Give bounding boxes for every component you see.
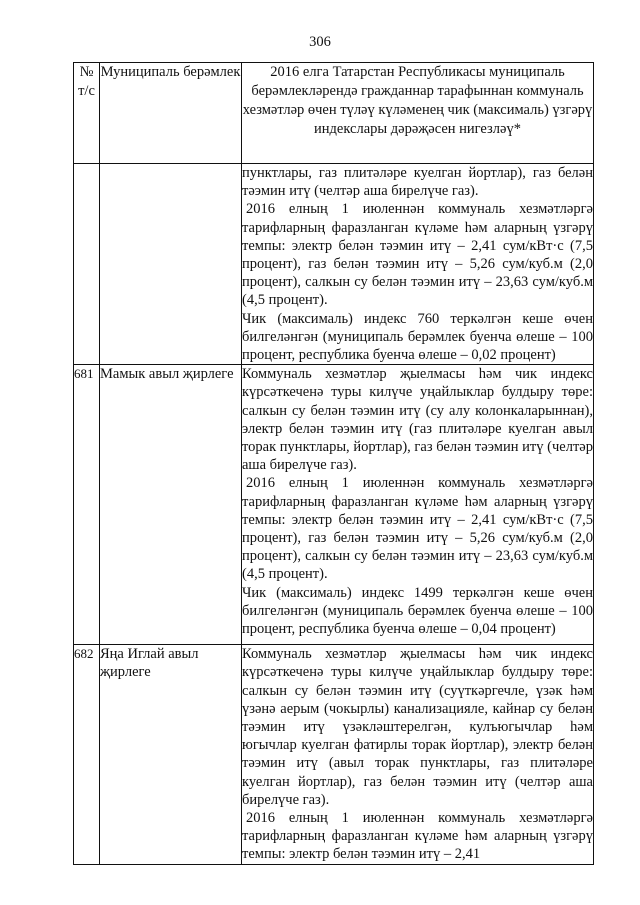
row-description (242, 645, 594, 864)
description-paragraph: Коммуналь хезмәтләр җыелмасы һәм чик индекс күрсәткеченә туры килүче уңайлыклар булдыру төре: салкын су белән тәэмин итү (суүткәргечле, үзәк һәм үзәнә аерым (чокырлы) канализацияле, кайнар су белән тәэмин итү үзәкләштерелгән, кулъюгычлар һәм югычлар куелган фатирлы торак йортлар), электр белән тәэмин итү (авыл торак пунктлары, газ плитәләре куелган йортлар), газ белән тәэмин итү (челтәр аша бирелүче газ). (242, 646, 593, 808)
header-number: № т/с (74, 63, 100, 164)
description-paragraph: пунктлары, газ плитәләре куелган йортлар), газ белән тәэмин итү (челтәр аша бирелүче газ). (242, 165, 593, 200)
row-number: 681 (74, 365, 100, 645)
description-paragraph: 2016 елның 1 июленнән коммуналь хезмәтләргә тарифларның фаразланган күләме һәм аларның үзгәрү темпы: электр белән тәэмин итү – 2,41 (242, 810, 593, 863)
row-description (242, 365, 594, 645)
table-row (74, 365, 594, 645)
description-paragraph: Чик (максималь) индекс 760 теркәлгән кеше өчен билгеләнгән (муниципаль берәмлек буенча өлеше – 100 процент, республика буенча өлеше – 0,02 процент) (242, 310, 593, 364)
row-municipality (100, 164, 242, 365)
row-number: 682 (74, 645, 100, 864)
description-paragraph: Чик (максималь) индекс 1499 теркәлгән кеше өчен билгеләнгән (муниципаль берәмлек буенча өлеше – 100 процент, республика буенча өлеше – 0,04 процент) (242, 584, 593, 638)
description-paragraph: 2016 елның 1 июленнән коммуналь хезмәтләргә тарифларның фаразланган күләме һәм аларның үзгәрү темпы: электр белән тәэмин итү – 2,41 сум/кВт·с (7,5 процент), газ белән тәэмин итү – 5,26 сум/куб.м (2,0 процент), салкын су белән тәэмин итү – 23,63 сум/куб.м (4,5 процент). (242, 201, 593, 309)
table-row (74, 164, 594, 365)
table-header-row (74, 63, 594, 164)
row-municipality: Мамык авыл җирлеге (100, 365, 242, 645)
row-description (242, 164, 594, 365)
tariff-index-table (73, 62, 594, 865)
header-municipality: Муниципаль берәмлек (100, 63, 242, 164)
table-row (74, 645, 594, 864)
description-paragraph: Коммуналь хезмәтләр җыелмасы һәм чик индекс күрсәткеченә туры килүче уңайлыклар булдыру төре: салкын су белән тәэмин итү (су алу колонкаларыннан), электр белән тәэмин итү (газ плитәләре куелган авыл торак пунктлары, йортлар), газ белән тәэмин итү (челтәр аша бирелүче газ). (242, 366, 593, 474)
row-municipality: Яңа Иглай авыл җирлеге (100, 645, 242, 864)
header-description: 2016 елга Татарстан Республикасы муниципаль берәмлекләрендә гражданнар тарафыннан коммуналь хезмәтләр өчен түләү күләменең чик (максималь) үзгәрү индекслары дәрәҗәсен нигезләү* (242, 63, 594, 164)
page-number: 306 (309, 34, 331, 50)
description-paragraph: 2016 елның 1 июленнән коммуналь хезмәтләргә тарифларның фаразланган күләме һәм аларның үзгәрү темпы: электр белән тәэмин итү – 2,41 сум/кВт·с (7,5 процент), газ белән тәэмин итү – 5,26 сум/куб.м (2,0 процент), салкын су белән тәэмин итү – 23,63 сум/куб.м (4,5 процент). (242, 475, 593, 583)
row-number (74, 164, 100, 365)
